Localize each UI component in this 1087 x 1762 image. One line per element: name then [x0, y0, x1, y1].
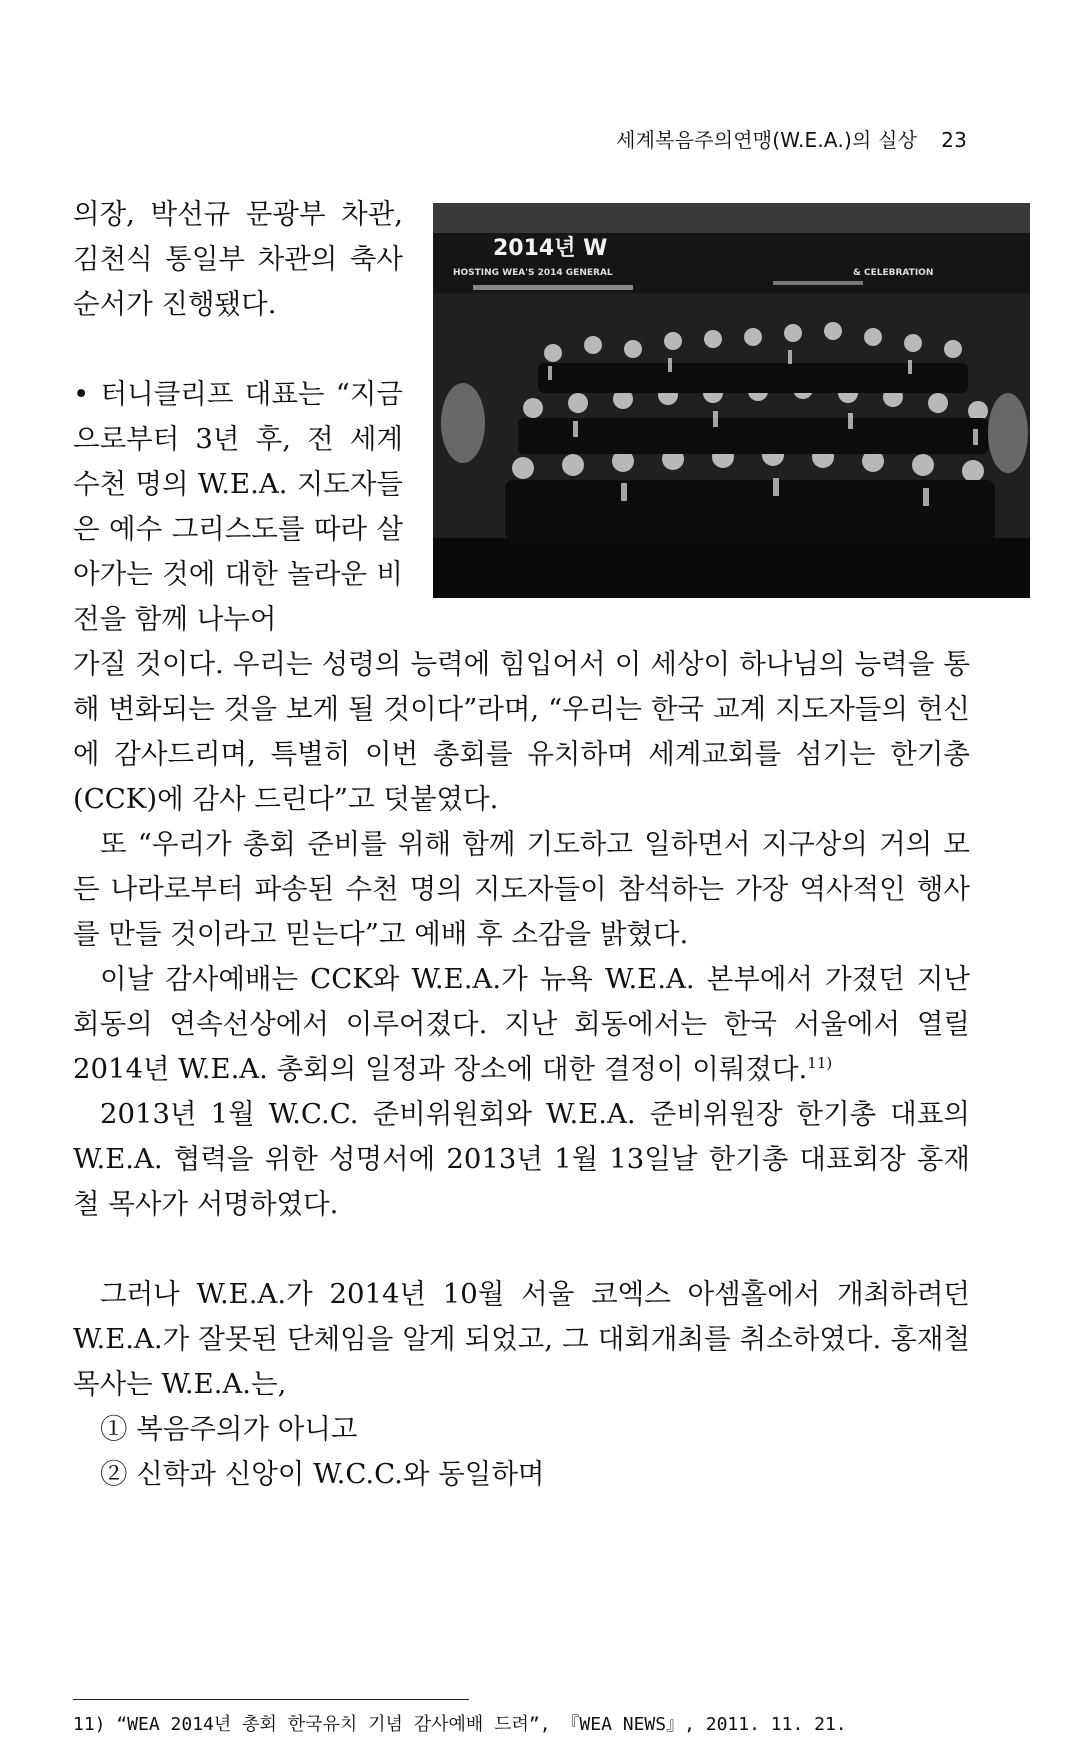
- footnote-divider: [73, 1699, 469, 1700]
- paragraph-4-text: 이날 감사예배는 CCK와 W.E.A.가 뉴욕 W.E.A. 본부에서 가졌던 지난 회동의 연속선상에서 이루어졌다. 지난 회동에서는 한국 서울에서 열릴 2014년 W.E.A. 총회의 일정과 장소에 대한 결정이 이뤄졌다.: [73, 963, 970, 1085]
- list-item-2: ② 신학과 신앙이 W.C.C.와 동일하며: [100, 1458, 545, 1490]
- paragraph-1: 의장, 박선규 문광부 차관, 김천식 통일부 차관의 축사 순서가 진행됐다.: [73, 198, 403, 320]
- page-number: 23: [941, 128, 967, 152]
- paragraph-2-narrow: • 터니클리프 대표는 “지금으로부터 3년 후, 전 세계 수천 명의 W.E.A. 지도자들은 예수 그리스도를 따라 살아가는 것에 대한 놀라운 비전을 함께 나누어: [73, 378, 403, 635]
- banner-title: 2014년 W: [493, 236, 608, 261]
- footnote-ref: 11): [807, 1053, 833, 1072]
- running-head: [616, 124, 967, 153]
- paragraph-3: 또 “우리가 총회 준비를 위해 함께 기도하고 일하면서 지구상의 거의 모든 나라로부터 파송된 수천 명의 지도자들이 참석하는 가장 역사적인 행사를 만들 것이라고 믿는다”고 예배 후 소감을 밝혔다.: [73, 828, 970, 950]
- paragraph-2-wide: 가질 것이다. 우리는 성령의 능력에 힘입어서 이 세상이 하나님의 능력을 통해 변화되는 것을 보게 될 것이다”라며, “우리는 한국 교계 지도자들의 헌신에 감사드리며, 특별히 이번 총회를 유치하며 세계교회를 섬기는 한기총(CCK)에 감사 드린다”고 덧붙였다.: [73, 648, 970, 815]
- banner-subtitle: HOSTING WEA'S 2014 GENERAL: [453, 268, 613, 278]
- running-title: 세계복음주의연맹(W.E.A.)의 실상: [616, 128, 918, 152]
- banner-right: & CELEBRATION: [853, 268, 934, 278]
- list-item-1: ① 복음주의가 아니고: [100, 1413, 358, 1445]
- paragraph-5: 2013년 1월 W.C.C. 준비위원회와 W.E.A. 준비위원장 한기총 대표의 W.E.A. 협력을 위한 성명서에 2013년 1월 13일날 한기총 대표회장 홍재철 목사가 서명하였다.: [73, 1098, 970, 1220]
- paragraph-6: 그러나 W.E.A.가 2014년 10월 서울 코엑스 아셈홀에서 개최하려던 W.E.A.가 잘못된 단체임을 알게 되었고, 그 대회개최를 취소하였다. 홍재철 목사는 W.E.A.는,: [73, 1278, 970, 1400]
- paragraph-4: [73, 957, 970, 1092]
- footnote: 11) “WEA 2014년 총회 한국유치 기념 감사예배 드려”, 『WEA NEWS』, 2011. 11. 21.: [73, 1714, 847, 1735]
- body-text: [73, 192, 970, 1497]
